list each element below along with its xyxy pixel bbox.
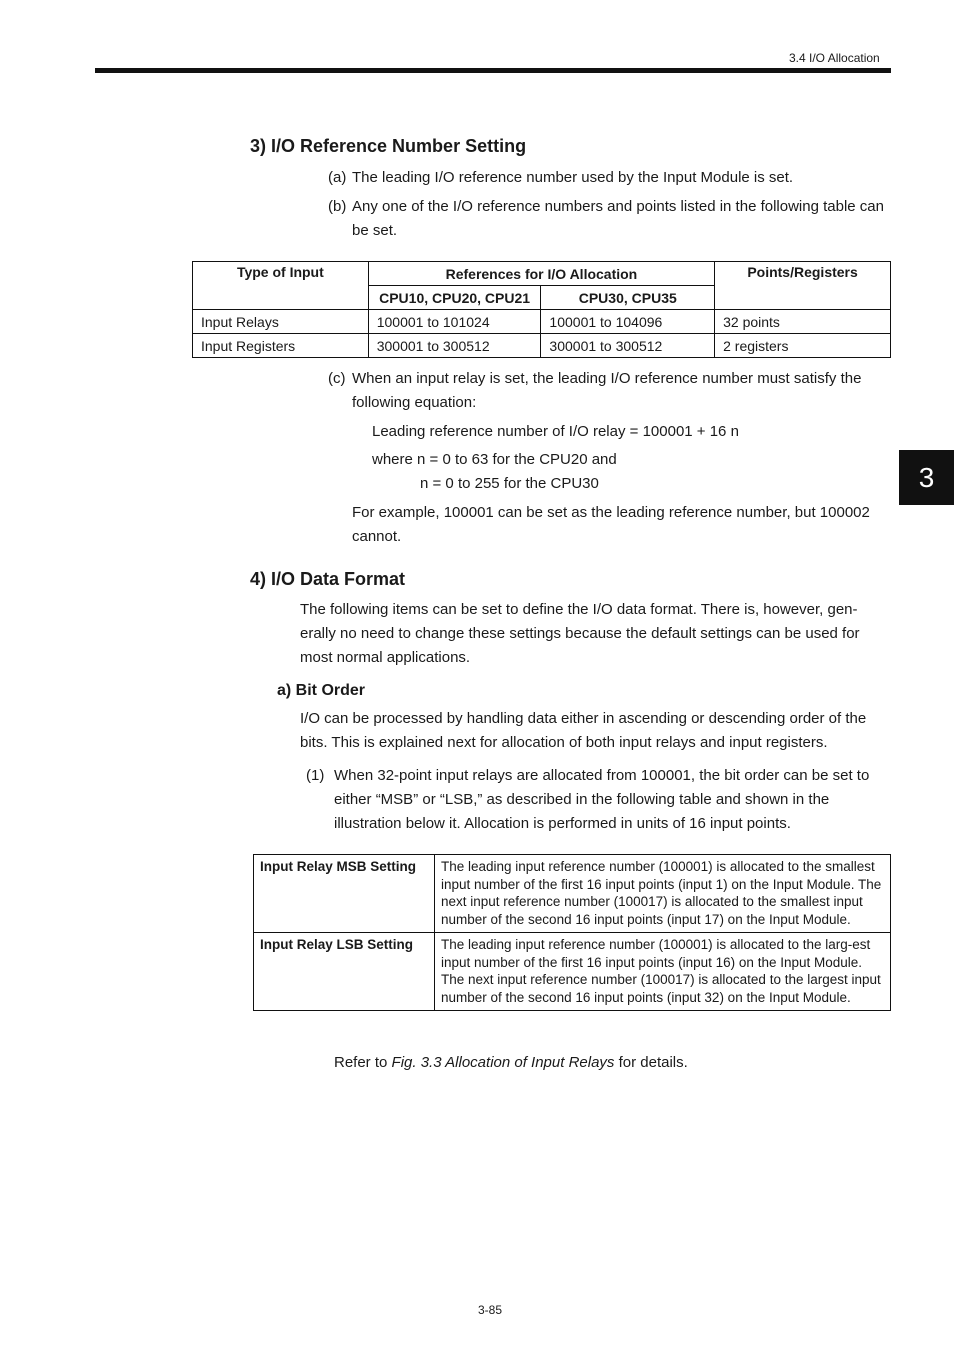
lsb-setting-desc: The leading input reference number (100001) is allocated to the larg-est input number of the first 16 input points (input 16) on the Input Module. The next input reference number (100017) is allocated to the largest input number of the second 16 input points (input 32) on the Input Module. [435, 933, 891, 1011]
header-rule [95, 68, 891, 73]
item-1 [306, 764, 893, 836]
running-header: 3.4 I/O Allocation [789, 51, 880, 65]
item-1-label: (1) [306, 767, 325, 784]
bit-order-title: a) Bit Order [277, 682, 366, 699]
section-4-title: 4) I/O Data Format [250, 569, 406, 589]
th-refs: References for I/O Allocation [368, 262, 714, 286]
item-b-label: (b) [328, 198, 347, 215]
refer-post: for details. [614, 1054, 688, 1071]
bit-order-text: I/O can be processed by handling data either in ascending or descending order of the bits. This is explained next for allocation of both input relays and input registers. [300, 710, 867, 751]
item-c-label: (c) [328, 370, 346, 387]
item-a-text: The leading I/O reference number used by the Input Module is set. [352, 169, 794, 186]
table-row [254, 933, 891, 1011]
chapter-number: 3 [918, 461, 935, 493]
cell-cpu1: 100001 to 101024 [368, 310, 541, 334]
figure-reference: Fig. 3.3 Allocation of Input Relays [391, 1054, 615, 1071]
section-4-intro: The following items can be set to define the I/O data format. There is, however, gen-erally no need to change these settings because the default settings can be used for most normal applications. [300, 601, 860, 666]
cell-cpu2: 300001 to 300512 [541, 334, 715, 358]
table-row [193, 334, 891, 358]
cell-cpu1: 300001 to 300512 [368, 334, 541, 358]
th-type: Type of Input [193, 262, 369, 310]
th-cpu2: CPU30, CPU35 [541, 286, 715, 310]
where-line-2: n = 0 to 255 for the CPU30 [420, 475, 599, 492]
th-cpu1: CPU10, CPU20, CPU21 [368, 286, 541, 310]
table-row [254, 855, 891, 933]
item-a-label: (a) [328, 169, 347, 186]
cell-points: 2 registers [715, 334, 891, 358]
equation: Leading reference number of I/O relay = 100001 + 16 n [372, 423, 739, 440]
cell-points: 32 points [715, 310, 891, 334]
item-a [328, 166, 893, 190]
refer-pre: Refer to [334, 1054, 392, 1071]
msb-setting-desc: The leading input reference number (100001) is allocated to the smallest input number of the first 16 input points (input 1) on the Input Module. The next input reference number (100017) is allocated to the smallest input number of the second 16 input points (input 17) on the Input Module. [435, 855, 891, 933]
table-row [193, 310, 891, 334]
cell-type: Input Registers [193, 334, 369, 358]
item-b-text: Any one of the I/O reference numbers and points listed in the following table can be set. [352, 198, 884, 239]
refer-note [334, 1051, 688, 1075]
section-3-title: 3) I/O Reference Number Setting [250, 136, 527, 156]
msb-setting-label: Input Relay MSB Setting [254, 855, 435, 933]
example-text: For example, 100001 can be set as the leading reference number, but 100002 cannot. [352, 504, 870, 545]
th-points: Points/Registers [715, 262, 891, 310]
chapter-tab [899, 450, 954, 505]
item-c-text: When an input relay is set, the leading I/O reference number must satisfy the following equation: [352, 370, 862, 411]
cell-cpu2: 100001 to 104096 [541, 310, 715, 334]
bit-order-table [253, 854, 891, 1011]
page-number: 3-85 [478, 1303, 503, 1317]
where-line-1: where n = 0 to 63 for the CPU20 and [372, 451, 617, 468]
lsb-setting-label: Input Relay LSB Setting [254, 933, 435, 1011]
cell-type: Input Relays [193, 310, 369, 334]
item-1-text: When 32-point input relays are allocated from 100001, the bit order can be set to either “MSB” or “LSB,” as described in the following table and shown in the illustration below it. Allocation is performed in units of 16 input points. [334, 767, 870, 832]
reference-table [192, 261, 891, 358]
item-c [328, 367, 891, 415]
item-b [328, 195, 891, 243]
